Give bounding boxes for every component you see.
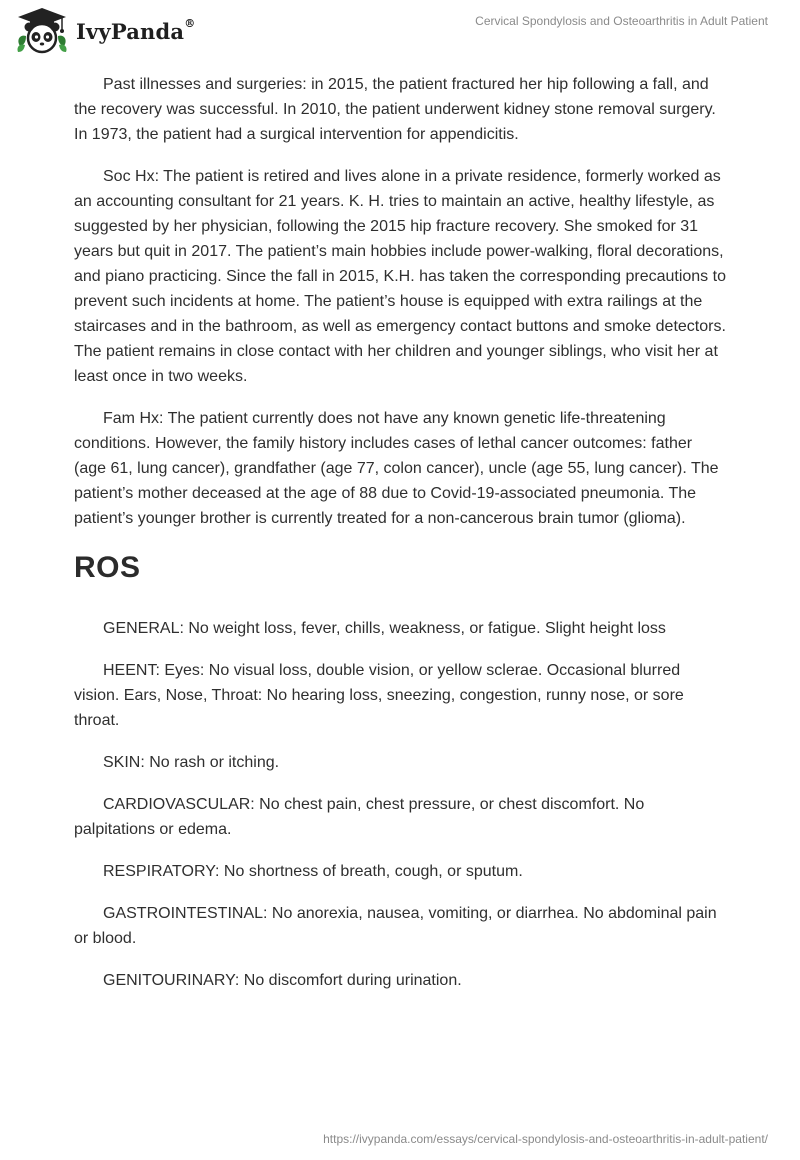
ros-skin: SKIN: No rash or itching. <box>103 754 280 771</box>
paragraph-soc-hx: Soc Hx: The patient is retired and lives alone in a private residence, formerly worked as an accounting consultant for 21 years. K. H. tries to maintain an active, healthy lifestyle, as suggested by her physician, following the 2015 hip fracture recovery. She smoked for 31 years but quit in 2017. The patient’s main hobbies include power-walking, floral decorations, and piano practicing. Since the fall in 2015, K.H. has taken the corresponding precautions to prevent such incidents at home. The patient’s house is equipped with extra railings at the staircases and in the bathroom, as well as emergency contact buttons and smoke detectors. The patient remains in close contact with her children and younger siblings, who visit her at least once in two weeks. <box>74 168 726 385</box>
paragraph-fam-hx: Fam Hx: The patient currently does not have any known genetic life-threatening conditions. However, the family history includes cases of lethal cancer outcomes: father (age 61, lung cancer), grandfather (age 77, colon cancer), uncle (age 55, lung cancer). The patient’s mother deceased at the age of 88 due to Covid-19-associated pneumonia. The patient’s younger brother is currently treated for a non-cancerous brain tumor (glioma). <box>74 410 719 527</box>
section-heading-ros: ROS <box>74 551 141 584</box>
ros-gastrointestinal: GASTROINTESTINAL: No anorexia, nausea, vomiting, or diarrhea. No abdominal pain or blood. <box>74 905 717 947</box>
ros-cardiovascular: CARDIOVASCULAR: No chest pain, chest pressure, or chest discomfort. No palpitations or edema. <box>74 796 645 838</box>
essay-content <box>74 72 728 1010</box>
ivypanda-logo[interactable] <box>14 6 195 56</box>
registered-mark: ® <box>184 16 196 30</box>
ros-genitourinary: GENITOURINARY: No discomfort during urination. <box>103 972 462 989</box>
brand-text: IvyPanda <box>76 18 185 44</box>
page-header <box>0 0 800 62</box>
ros-heent: HEENT: Eyes: No visual loss, double vision, or yellow sclerae. Occasional blurred vision. Ears, Nose, Throat: No hearing loss, sneezing, congestion, runny nose, or sore throat. <box>74 662 684 729</box>
ros-respiratory: RESPIRATORY: No shortness of breath, cough, or sputum. <box>103 863 523 880</box>
panda-graduate-icon <box>14 6 70 56</box>
document-title: Cervical Spondylosis and Osteoarthritis in Adult Patient <box>475 14 768 28</box>
paragraph-past-illnesses: Past illnesses and surgeries: in 2015, the patient fractured her hip following a fall, and the recovery was successful. In 2010, the patient underwent kidney stone removal surgery. In 1973, the patient had a surgical intervention for appendicitis. <box>74 76 716 143</box>
source-url[interactable]: https://ivypanda.com/essays/cervical-spondylosis-and-osteoarthritis-in-adult-patient/ <box>323 1132 768 1146</box>
brand-name <box>76 16 196 44</box>
ros-general: GENERAL: No weight loss, fever, chills, weakness, or fatigue. Slight height loss <box>103 620 666 637</box>
